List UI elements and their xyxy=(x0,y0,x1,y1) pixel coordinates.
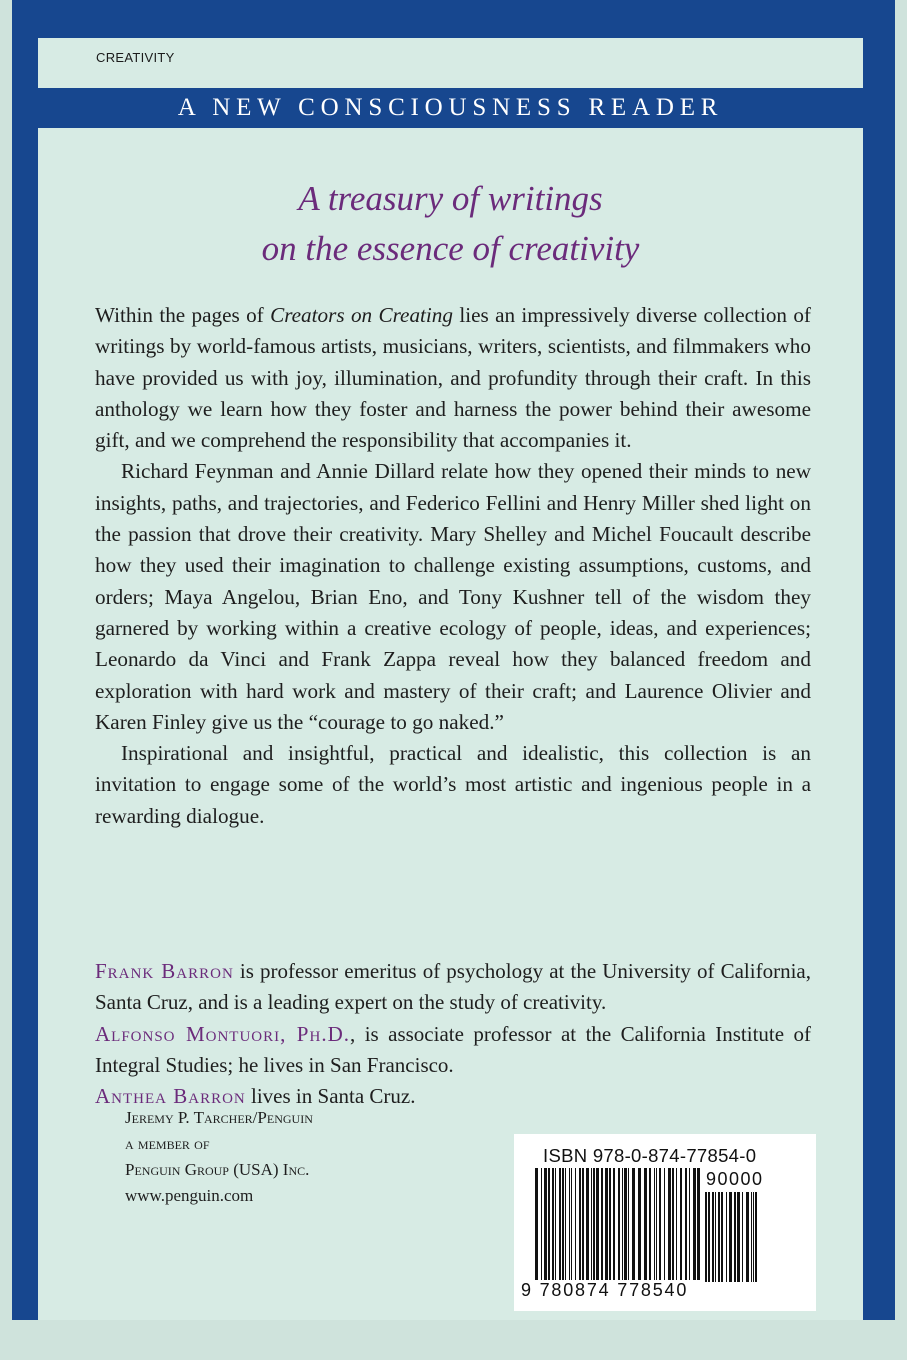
barcode-bar xyxy=(544,1168,547,1280)
barcode-bar xyxy=(697,1168,700,1280)
price-code: 90000 xyxy=(706,1169,764,1189)
barcode-bar xyxy=(613,1168,615,1280)
barcode-bar xyxy=(541,1168,542,1280)
barcode-bar xyxy=(685,1168,687,1280)
description-paragraph: Richard Feynman and Annie Dillard relate how they opened their minds to new insights, paths, and trajectories, and Federico Fellini and Henry Miller shed light on the passion that drove their creativity. Mary Shelley and Michel Foucault describe how they used their imagination to challenge existing assumptions, customs, and orders; Maya Angelou, Brian Eno, and Tony Kushner tell of the wisdom they garnered by working within a creative ecology of people, ideas, and experiences; Leonardo da Vinci and Frank Zappa reveal how they balanced freedom and exploration with hard work and mastery of their craft; and Laurence Olivier and Karen Finley give us the “courage to go naked.” xyxy=(95,459,811,734)
barcode-bar xyxy=(591,1168,592,1280)
barcode-bar xyxy=(729,1192,732,1282)
barcode-bar xyxy=(601,1168,603,1280)
series-title: A NEW CONSCIOUSNESS READER xyxy=(177,94,724,121)
barcode-bar xyxy=(644,1168,647,1280)
publisher-member: a member of xyxy=(125,1134,210,1153)
barcode-bar xyxy=(535,1168,538,1280)
barcode-bar xyxy=(705,1192,707,1282)
category-label: CREATIVITY xyxy=(96,50,175,65)
barcode-bar xyxy=(672,1168,674,1280)
barcode-bar xyxy=(579,1168,581,1280)
barcode-bar xyxy=(726,1192,727,1282)
description-text: Within the pages of xyxy=(95,303,271,327)
barcode-bar xyxy=(753,1192,754,1282)
barcode-bar xyxy=(742,1192,743,1282)
barcode-bar xyxy=(755,1192,757,1282)
barcode-bar xyxy=(618,1168,620,1280)
barcode-bar xyxy=(734,1192,736,1282)
barcode-bar xyxy=(593,1168,595,1280)
barcode-bar xyxy=(571,1168,572,1280)
headline-line-1: A treasury of writings xyxy=(298,179,603,218)
barcode-bar xyxy=(649,1168,651,1280)
barcode-bar xyxy=(582,1168,584,1280)
barcode-bar xyxy=(632,1168,635,1280)
barcode-bar xyxy=(680,1168,682,1280)
barcode-bar xyxy=(552,1168,554,1280)
barcode-bar xyxy=(555,1168,556,1280)
barcode-bar xyxy=(622,1168,623,1280)
barcode-bar xyxy=(712,1192,714,1282)
barcode-bar xyxy=(715,1192,716,1282)
bio-text: , is associate professor at the California Institute of Integral Studies; he lives in San Francisco. xyxy=(95,1021,812,1077)
barcode-bar xyxy=(559,1168,561,1280)
barcode-bar xyxy=(565,1168,566,1280)
barcode-bar xyxy=(656,1168,657,1280)
barcode-bar xyxy=(668,1168,671,1280)
barcode-bar xyxy=(689,1168,690,1280)
publisher-imprint: Jeremy P. Tarcher/Penguin xyxy=(125,1108,313,1127)
barcode-bar xyxy=(676,1168,677,1280)
ean-digits: 9 780874 778540 xyxy=(521,1280,689,1300)
barcode-bar xyxy=(548,1168,550,1280)
author-name: Alfonso Montuori, Ph.D. xyxy=(95,1021,350,1046)
bio-text: is professor emeritus of psychology at the University of California, Santa Cruz, and is a leading expert on the study of creativity. xyxy=(95,959,811,1015)
barcode-bar xyxy=(708,1192,710,1282)
barcode-bar xyxy=(737,1192,740,1282)
bio-text: lives in Santa Cruz. xyxy=(245,1084,416,1109)
barcode-bar xyxy=(718,1192,720,1282)
barcode-bar xyxy=(751,1192,752,1282)
barcode-bar xyxy=(596,1168,599,1280)
barcode-bar xyxy=(721,1192,723,1282)
barcode-bar xyxy=(628,1168,629,1280)
publisher-group: Penguin Group (USA) Inc. xyxy=(125,1160,310,1179)
barcode-bar xyxy=(569,1168,570,1280)
book-title: Creators on Creating xyxy=(270,303,453,327)
isbn-label: ISBN 978-0-874-77854-0 xyxy=(543,1145,757,1166)
barcode-bar xyxy=(586,1168,589,1280)
publisher-url: www.penguin.com xyxy=(125,1186,254,1205)
barcode-bar xyxy=(562,1168,564,1280)
barcode-bar xyxy=(664,1168,665,1280)
barcode-bar xyxy=(659,1168,661,1280)
barcode-bar xyxy=(609,1168,611,1280)
barcode-bar xyxy=(638,1168,641,1280)
barcode-bar xyxy=(746,1192,749,1282)
barcode-bar xyxy=(575,1168,576,1280)
barcode-bar xyxy=(605,1168,608,1280)
description-paragraph: Inspirational and insightful, practical and idealistic, this collection is an invitation to engage some of the world’s most artistic and ingenious people in a rewarding dialogue. xyxy=(95,741,811,828)
description-text: lies an impressively diverse collection of writings by world-famous artists, musicians, writers, scientists, and filmmakers who have provided us with joy, illumination, and profundity through their craft. In this anthology we learn how they foster and harness the power behind their awesome gift, and we comprehend the responsibility that accompanies it. xyxy=(95,303,811,453)
barcode-bar xyxy=(693,1168,696,1280)
barcode-bar xyxy=(654,1168,655,1280)
headline-line-2: on the essence of creativity xyxy=(261,229,640,268)
author-name: Anthea Barron xyxy=(95,1084,246,1109)
barcode-bar xyxy=(624,1168,627,1280)
author-name: Frank Barron xyxy=(95,959,234,983)
